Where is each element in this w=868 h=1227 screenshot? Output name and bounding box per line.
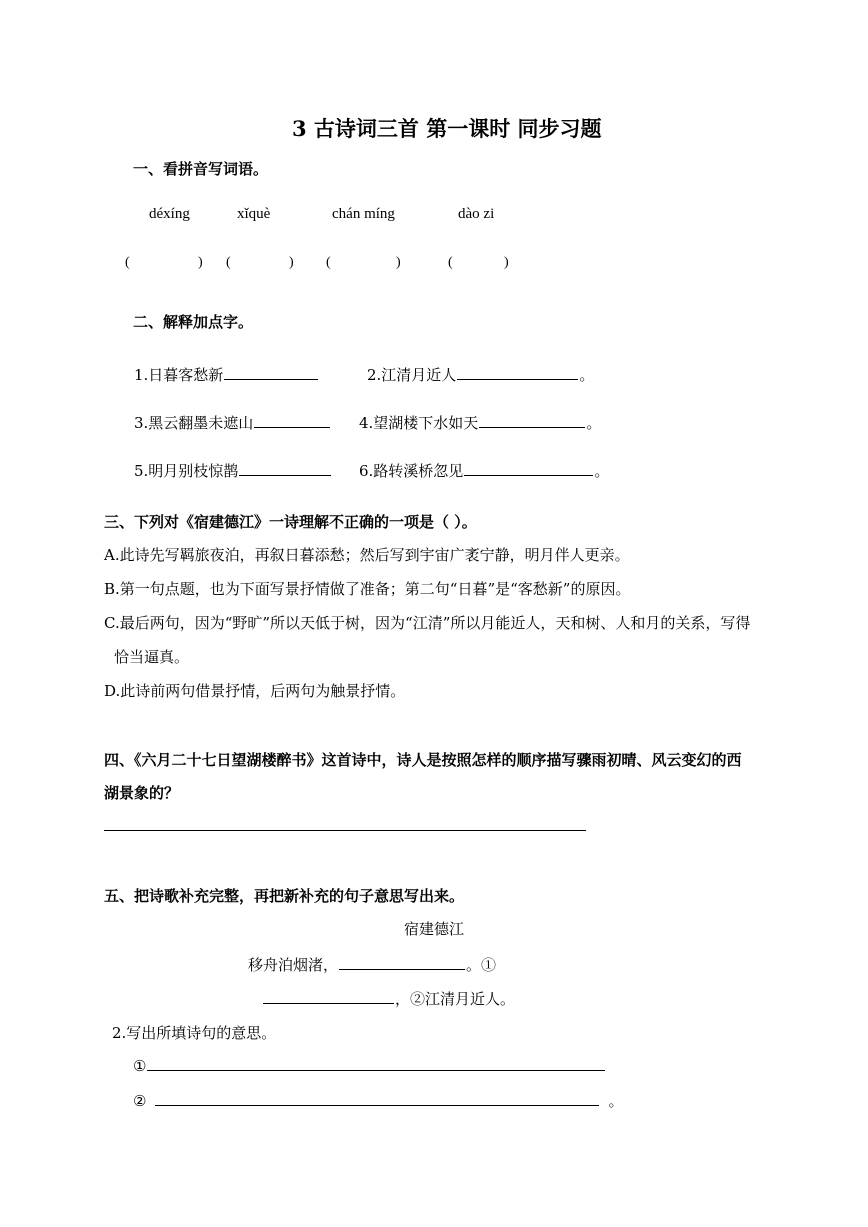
answer-blank[interactable] <box>254 413 330 428</box>
meaning-blank-2[interactable] <box>155 1091 599 1106</box>
end-mark: 。 <box>608 1092 624 1110</box>
pinyin-1: déxíng <box>149 206 190 222</box>
answer-blank[interactable] <box>224 365 318 380</box>
answer-line[interactable] <box>104 830 586 831</box>
option-b: B.第一句点题，也为下面写景抒情做了准备；第二句“日暮”是“客愁新”的原因。 <box>104 580 631 598</box>
poem-fill-blank-1[interactable] <box>339 955 465 970</box>
explain-item-text: 1.日暮客愁新 <box>134 366 224 384</box>
poem-line-1-end: 。① <box>466 956 497 974</box>
explain-item-3 <box>134 412 331 433</box>
section-2-heading: 二、解释加点字。 <box>133 313 254 331</box>
answer-paren-close-3: ) <box>396 255 401 270</box>
answer-paren-open-4: ( <box>448 255 453 270</box>
circled-number-1: ① <box>133 1057 147 1075</box>
option-a: A.此诗先写羁旅夜泊，再叙日暮添愁；然后写到宇宙广袤宁静，明月伴人更亲。 <box>104 546 630 564</box>
answer-paren-close-4: ) <box>504 255 509 270</box>
explain-item-2 <box>367 364 594 385</box>
explain-item-text: 4.望湖楼下水如天 <box>359 414 479 432</box>
meaning-line-2 <box>133 1090 623 1111</box>
answer-paren-close-2: ) <box>289 255 294 270</box>
item-end: 。 <box>579 366 595 384</box>
option-c: C.最后两句，因为“野旷”所以天低于树，因为“江清”所以月能近人，天和树、人和月的关系，写得 <box>104 614 751 632</box>
explain-item-text: 5.明月别枝惊鹊 <box>134 462 239 480</box>
section-1-heading: 一、看拼音写词语。 <box>133 160 269 178</box>
option-d: D.此诗前两句借景抒情，后两句为触景抒情。 <box>104 682 406 700</box>
answer-paren-open-2: ( <box>226 255 231 270</box>
section-5-heading: 五、把诗歌补充完整，再把新补充的句子意思写出来。 <box>104 887 465 905</box>
poem-line-2 <box>262 988 515 1009</box>
answer-blank[interactable] <box>464 461 593 476</box>
poem-fill-blank-2[interactable] <box>263 989 394 1004</box>
option-c-continued: 恰当逼真。 <box>114 648 190 666</box>
explain-item-4 <box>359 412 601 433</box>
meaning-line-1 <box>133 1056 606 1075</box>
section-3-heading: 三、下列对《宿建德江》一诗理解不正确的一项是（ ）。 <box>104 513 477 531</box>
pinyin-4: dào zi <box>458 206 495 222</box>
pinyin-3: chán míng <box>332 206 395 222</box>
answer-blank[interactable] <box>457 365 578 380</box>
answer-blank[interactable] <box>479 413 585 428</box>
answer-paren-open-1: ( <box>125 255 130 270</box>
item-end: 。 <box>586 414 602 432</box>
page-title: 3 古诗词三首 第一课时 同步习题 <box>292 116 602 141</box>
explain-item-5 <box>134 460 332 481</box>
poem-line-1-start: 移舟泊烟渚， <box>248 956 339 974</box>
item-end: 。 <box>594 462 610 480</box>
explain-item-text: 3.黑云翻墨未遮山 <box>134 414 254 432</box>
circled-number-2: ② <box>133 1092 147 1110</box>
explain-item-6 <box>359 460 609 481</box>
poem-title: 宿建德江 <box>404 920 465 938</box>
poem-line-1 <box>248 954 496 975</box>
answer-paren-close-1: ) <box>198 255 203 270</box>
meaning-blank-1[interactable] <box>147 1056 605 1071</box>
section-4-heading-line-1: 四、《六月二十七日望湖楼醉书》这首诗中，诗人是按照怎样的顺序描写骤雨初晴、风云变幻的西 <box>104 751 742 769</box>
poem-line-2-rest: ，②江清月近人。 <box>395 990 516 1008</box>
pinyin-2: xǐquè <box>237 206 271 222</box>
section-4-heading-line-2: 湖景象的？ <box>104 784 180 802</box>
answer-blank[interactable] <box>239 461 331 476</box>
question-2: 2.写出所填诗句的意思。 <box>112 1024 277 1042</box>
explain-item-1 <box>134 364 319 385</box>
explain-item-text: 6.路转溪桥忽见 <box>359 462 464 480</box>
explain-item-text: 2.江清月近人 <box>367 366 457 384</box>
answer-paren-open-3: ( <box>326 255 331 270</box>
